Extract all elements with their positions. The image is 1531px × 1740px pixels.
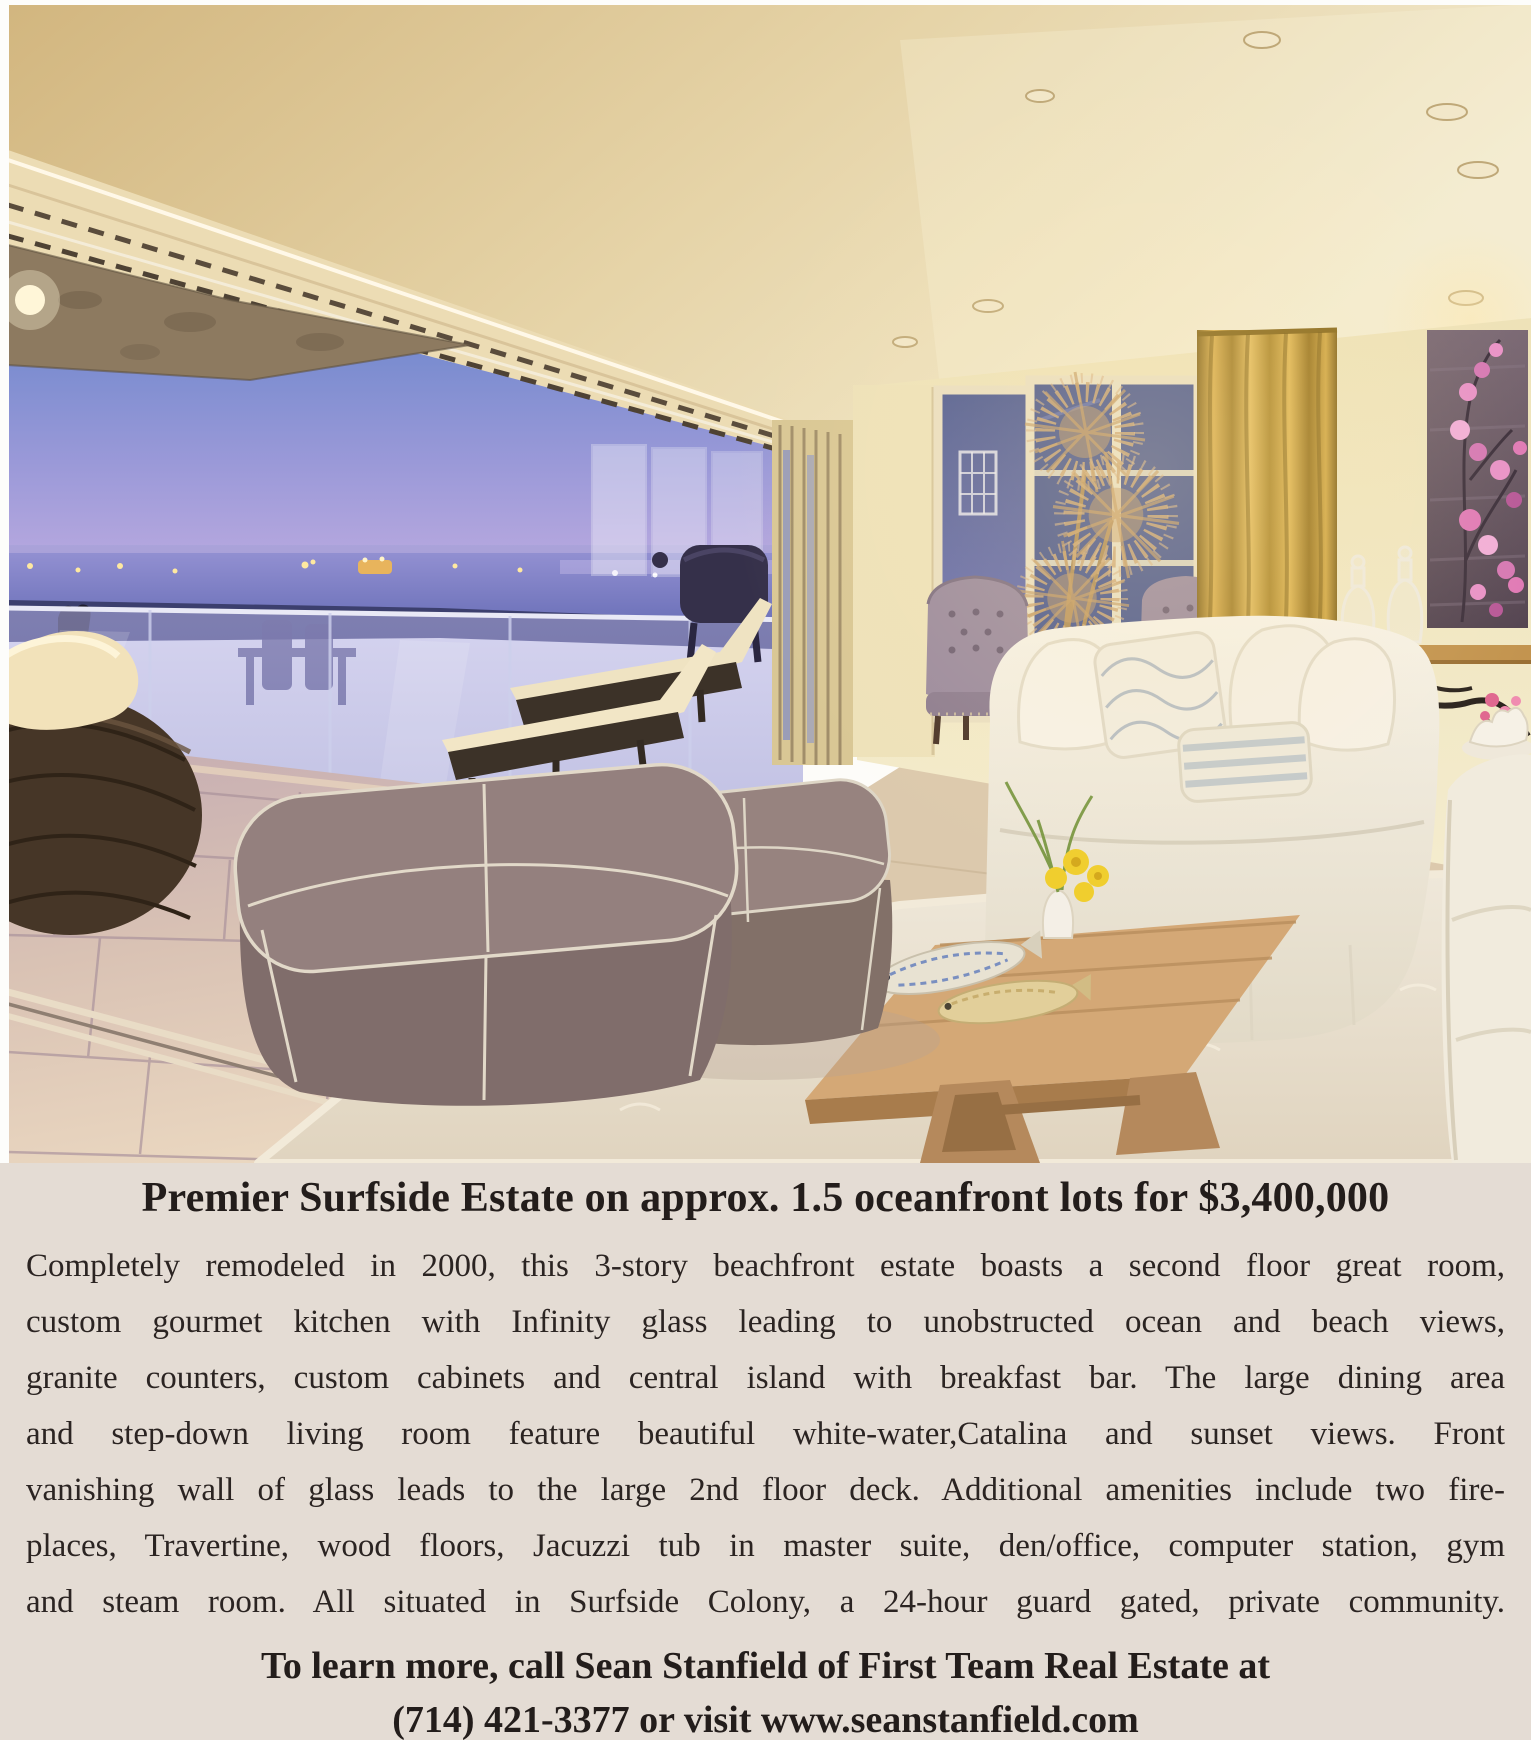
body-line-5: vanishing wall of glass leads to the large 2nd floor deck. Additional amenities include two fire- <box>26 1472 1505 1508</box>
body-line-6: places, Travertine, wood floors, Jacuzzi tub in master suite, den/office, computer station, gym <box>26 1528 1505 1564</box>
interior-warm-glow <box>730 50 1531 890</box>
body-line-3: granite counters, custom cabinets and central island with breakfast bar. The large dining area <box>26 1360 1505 1396</box>
photo-border-left <box>0 0 9 1163</box>
cta-line-1: To learn more, call Sean Stanfield of First Team Real Estate at <box>260 1645 1271 1687</box>
photo-border-top <box>0 0 1531 5</box>
body-copy <box>26 1238 1505 1630</box>
body-line-2: custom gourmet kitchen with Infinity glass leading to unobstructed ocean and beach views, <box>26 1304 1505 1340</box>
cta-line-2: (714) 421-3377 or visit www.seanstanfield.com <box>392 1699 1139 1740</box>
ad-text-block <box>0 1173 1531 1740</box>
body-line-7: and steam room. All situated in Surfside Colony, a 24-hour guard gated, private community. <box>26 1584 1505 1620</box>
recessed-spot-light <box>15 285 45 315</box>
headline: Premier Surfside Estate on approx. 1.5 oceanfront lots for $3,400,000 <box>141 1175 1390 1221</box>
body-line-4: and step-down living room feature beautiful white-water,Catalina and sunset views. Front <box>26 1416 1505 1452</box>
pouf-front <box>229 759 742 1106</box>
slipcovered-chair-right <box>1442 754 1531 1163</box>
body-line-1: Completely remodeled in 2000, this 3-story beachfront estate boasts a second floor great room, <box>26 1248 1505 1284</box>
